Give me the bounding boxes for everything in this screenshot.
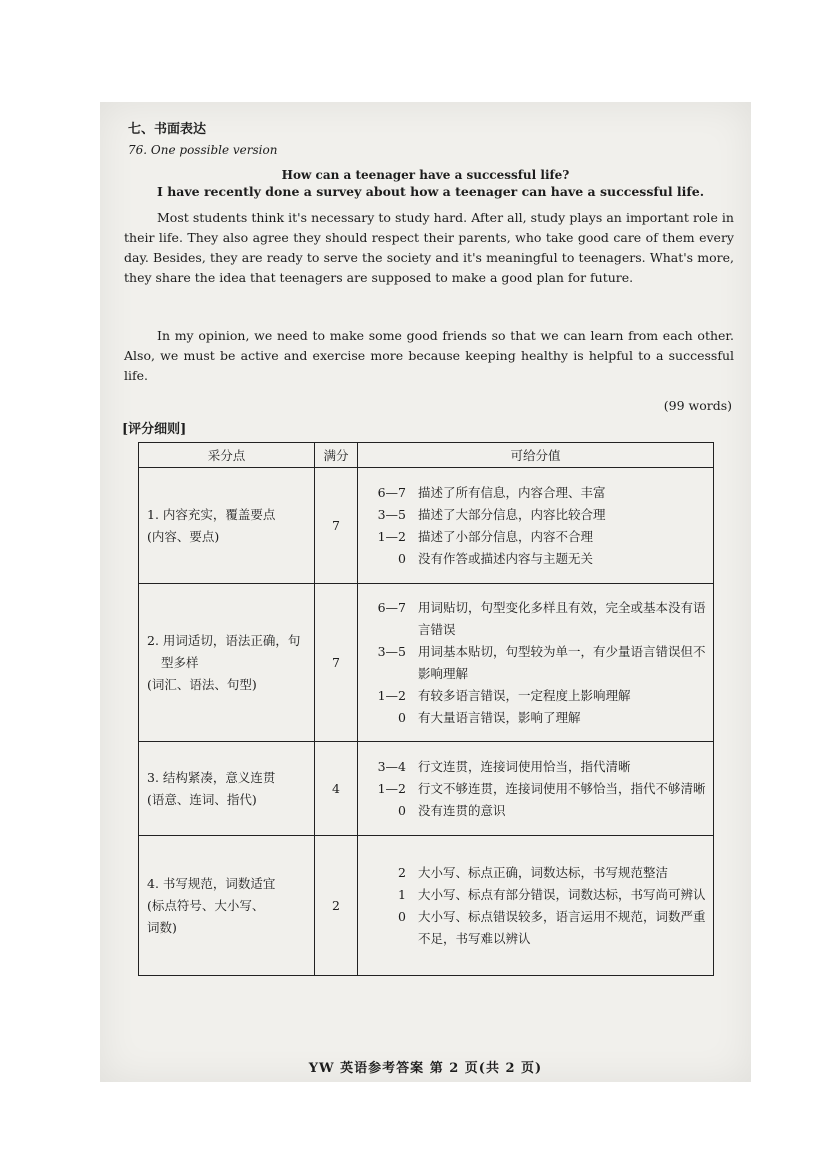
table-row <box>139 836 714 976</box>
score-level <box>366 756 709 778</box>
score-description: 有较多语言错误，一定程度上影响理解 <box>418 687 631 703</box>
score-range: 1—2 <box>377 687 406 703</box>
scoring-point-line: 词数) <box>147 919 177 935</box>
score-level <box>366 884 709 906</box>
score-level <box>366 906 709 950</box>
score-levels <box>358 742 714 836</box>
score-range: 1—2 <box>377 528 406 544</box>
score-description: 行文不够连贯，连接词使用不够恰当，指代不够清晰 <box>418 780 706 796</box>
version-label: 76. One possible version <box>128 143 278 157</box>
score-level <box>366 548 709 570</box>
grading-table <box>138 442 714 976</box>
score-range: 3—5 <box>377 643 406 659</box>
score-range: 0 <box>398 908 406 924</box>
header-full-score: 满分 <box>315 443 358 468</box>
score-level <box>366 800 709 822</box>
score-range: 3—4 <box>377 758 406 774</box>
score-description: 没有连贯的意识 <box>418 802 506 818</box>
scoring-point <box>139 584 315 742</box>
scoring-point-line: 2. 用词适切，语法正确，句 <box>147 632 301 648</box>
score-range: 3—5 <box>377 506 406 522</box>
grading-rules-title: [评分细则] <box>122 422 187 437</box>
full-score: 4 <box>315 742 358 836</box>
scoring-point-line: (词汇、语法、句型) <box>147 676 257 692</box>
full-score: 7 <box>315 584 358 742</box>
score-range: 1—2 <box>377 780 406 796</box>
word-count: (99 words) <box>663 398 732 413</box>
header-scoring-point: 采分点 <box>139 443 315 468</box>
scoring-point-line: 4. 书写规范，词数适宜 <box>147 875 276 891</box>
score-levels <box>358 468 714 584</box>
essay-paragraph-2: Most students think it's necessary to study hard. After all, study plays an important role in their life. They also agree they should respect their parents, who take good care of them every day. Besides, they are ready to serve the society and it's meaningful to teenagers. What's more, they share the idea that teenagers are supposed to make a good plan for future. <box>124 210 734 285</box>
scoring-point <box>139 468 315 584</box>
score-description: 行文连贯，连接词使用恰当，指代清晰 <box>418 758 631 774</box>
score-level <box>366 685 709 707</box>
score-description: 大小写、标点正确，词数达标，书写规范整洁 <box>418 864 669 880</box>
score-range: 1 <box>398 886 406 902</box>
essay-paragraph-3: In my opinion, we need to make some good friends so that we can learn from each other. Also, we must be active and exercise more because keeping healthy is helpful to a successful life. <box>124 328 734 383</box>
scoring-point-line: (内容、要点) <box>147 528 220 544</box>
essay-paragraph-1: I have recently done a survey about how a teenager can have a successful life. <box>157 184 705 199</box>
scoring-point-line: (标点符号、大小写、 <box>147 897 265 913</box>
score-description: 大小写、标点错误较多，语言运用不规范，词数严重不足，书写难以辨认 <box>418 908 706 946</box>
full-score: 7 <box>315 468 358 584</box>
score-range: 0 <box>398 550 406 566</box>
score-description: 用词基本贴切，句型较为单一，有少量语言错误但不影响理解 <box>418 643 706 681</box>
score-description: 用词贴切，句型变化多样且有效，完全或基本没有语言错误 <box>418 599 706 637</box>
header-score-range: 可给分值 <box>358 443 714 468</box>
table-row <box>139 584 714 742</box>
score-levels <box>358 836 714 976</box>
score-range: 0 <box>398 709 406 725</box>
scoring-point-line: 1. 内容充实，覆盖要点 <box>147 506 276 522</box>
scoring-point-line: 3. 结构紧凑，意义连贯 <box>147 769 276 785</box>
scoring-point <box>139 742 315 836</box>
page-footer: YW 英语参考答案 第 2 页(共 2 页) <box>308 1061 543 1076</box>
score-level <box>366 597 709 641</box>
score-description: 没有作答或描述内容与主题无关 <box>418 550 594 566</box>
essay-heading: How can a teenager have a successful life? <box>281 168 570 182</box>
score-level <box>366 707 709 729</box>
scoring-point-line: (语意、连词、指代) <box>147 791 257 807</box>
score-description: 大小写、标点有部分错误，词数达标，书写尚可辨认 <box>418 886 706 902</box>
score-range: 2 <box>398 864 406 880</box>
grading-table-header <box>139 443 714 468</box>
score-range: 0 <box>398 802 406 818</box>
scoring-point <box>139 836 315 976</box>
score-level <box>366 504 709 526</box>
scoring-point-line: 型多样 <box>161 654 199 670</box>
score-level <box>366 862 709 884</box>
score-range: 6—7 <box>377 484 406 500</box>
score-level <box>366 526 709 548</box>
score-level <box>366 482 709 504</box>
score-level <box>366 778 709 800</box>
score-levels <box>358 584 714 742</box>
score-level <box>366 641 709 685</box>
full-score: 2 <box>315 836 358 976</box>
table-row <box>139 742 714 836</box>
score-description: 描述了所有信息，内容合理、丰富 <box>418 484 606 500</box>
table-row <box>139 468 714 584</box>
section-title: 七、书面表达 <box>128 122 207 137</box>
score-range: 6—7 <box>377 599 406 615</box>
score-description: 有大量语言错误，影响了理解 <box>418 709 581 725</box>
score-description: 描述了小部分信息，内容不合理 <box>418 528 594 544</box>
score-description: 描述了大部分信息，内容比较合理 <box>418 506 606 522</box>
